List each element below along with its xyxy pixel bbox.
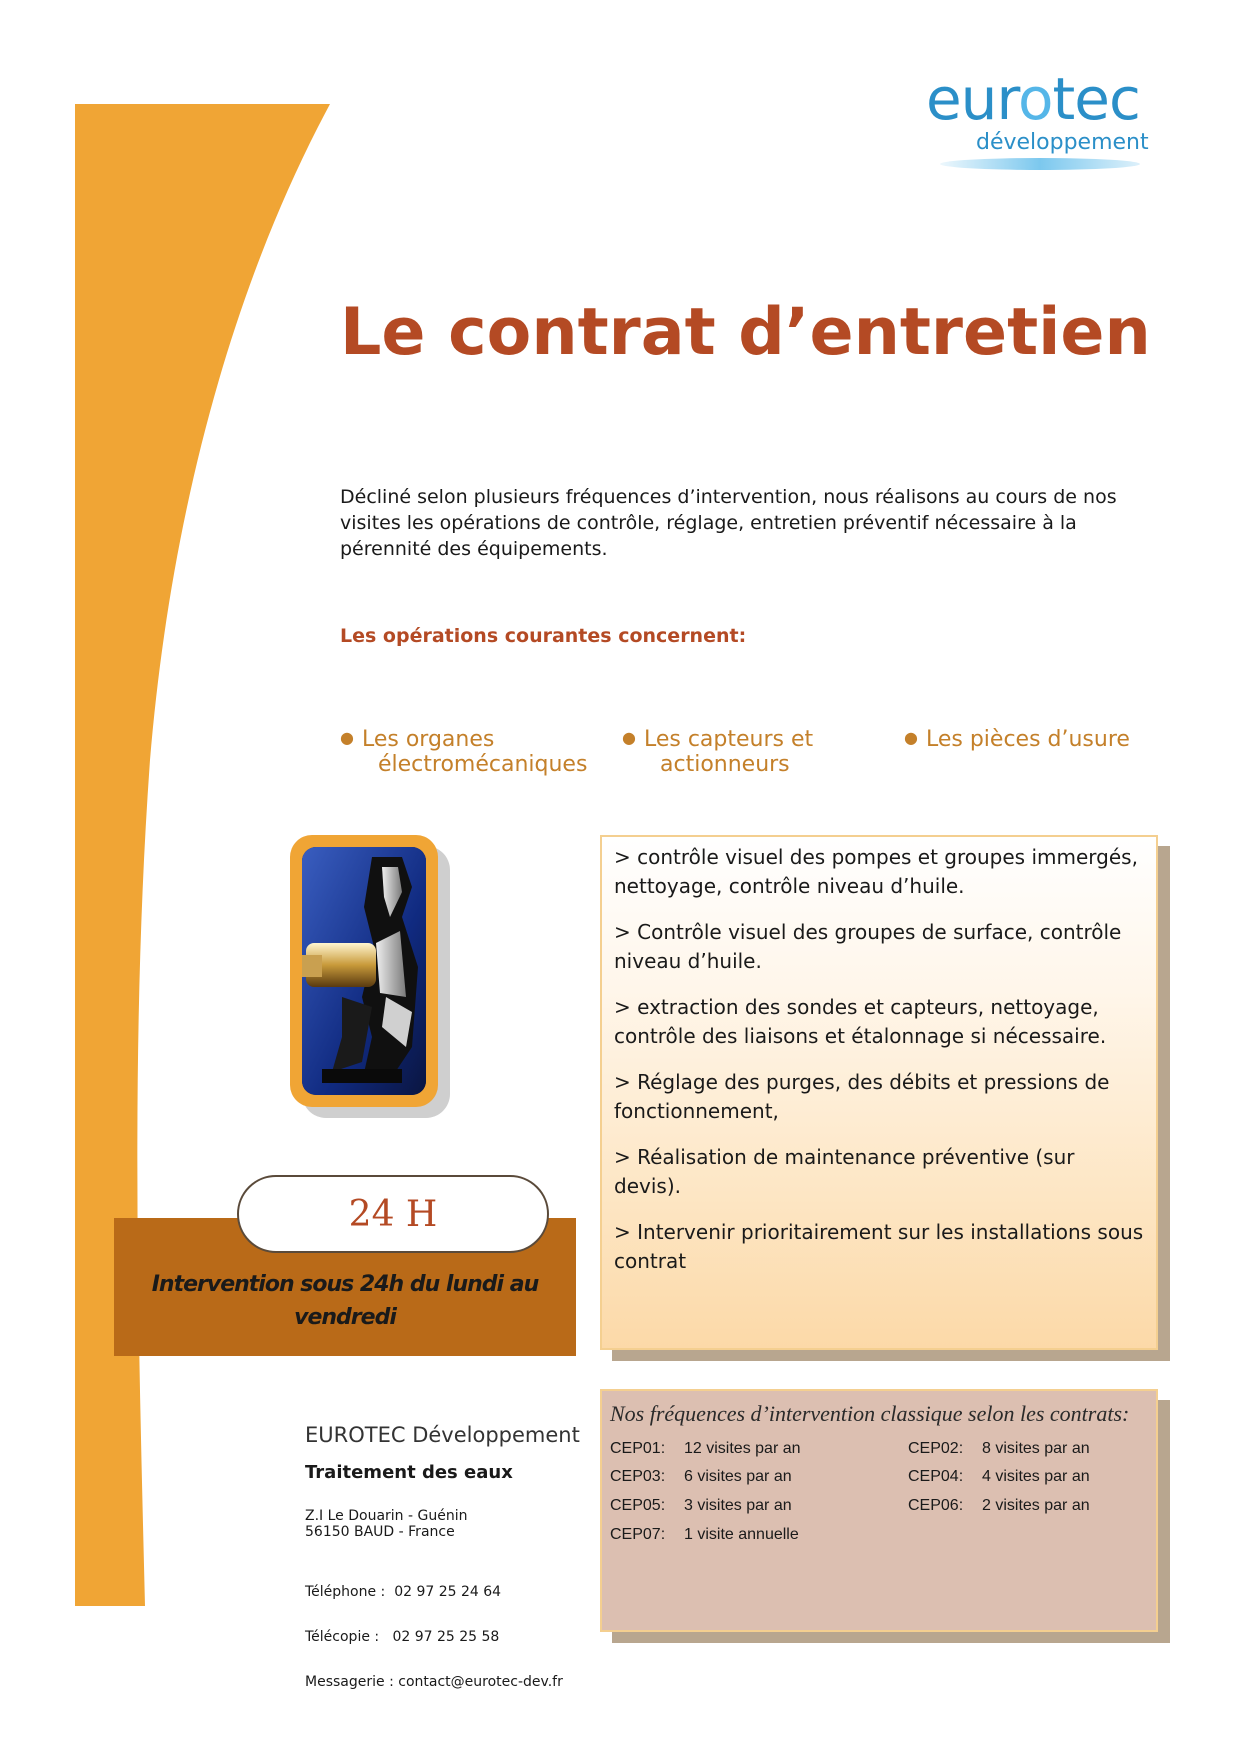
logo-wave-icon — [940, 158, 1140, 170]
phone-label: Téléphone : — [305, 1584, 386, 1600]
logo-subtitle: développement — [976, 130, 1149, 155]
operations-heading: Les opérations courantes concernent: — [340, 625, 747, 647]
fax-label: Télécopie : — [305, 1629, 380, 1645]
frequencies-table — [610, 1440, 1148, 1560]
phone-number: 02 97 25 24 64 — [394, 1584, 502, 1600]
contract-code: CEP05: — [610, 1497, 666, 1514]
contract-frequency: 6 visites par an — [684, 1468, 792, 1485]
phone-line — [305, 1585, 563, 1600]
operation-item: > contrôle visuel des pompes et groupes immergés, nettoyage, contrôle niveau d’huile. — [614, 845, 1138, 898]
operation-item: > Intervenir prioritairement sur les installations sous contrat — [614, 1220, 1144, 1273]
email-label: Messagerie : — [305, 1674, 394, 1690]
intro-paragraph: Décliné selon plusieurs fréquences d’intervention, nous réalisons au cours de nos visites les opérations de contrôle, réglage, entretien préventif nécessaire à la pérennité des équipements. — [340, 486, 1117, 560]
contract-frequency: 1 visite annuelle — [684, 1526, 799, 1543]
contract-code: CEP03: — [610, 1468, 666, 1485]
operation-item: > Réglage des purges, des débits et pressions de fonctionnement, — [614, 1070, 1110, 1123]
operation-item: > Contrôle visuel des groupes de surface, contrôle niveau d’huile. — [614, 920, 1122, 973]
contract-code: CEP02: — [908, 1440, 964, 1457]
contract-frequency: 4 visites par an — [982, 1468, 1090, 1485]
category-electromechanical: ● Les organes électromécaniques — [340, 727, 588, 777]
pump-photo-frame — [290, 835, 438, 1107]
contract-code: CEP04: — [908, 1468, 964, 1485]
operation-item: > extraction des sondes et capteurs, nettoyage, contrôle des liaisons et étalonnage si nécessaire. — [614, 995, 1107, 1048]
contract-frequency: 8 visites par an — [982, 1440, 1090, 1457]
frequencies-box — [600, 1389, 1158, 1632]
fax-line — [305, 1630, 563, 1645]
address-line: Z.I Le Douarin - Guénin — [305, 1508, 468, 1524]
eurotec-logo — [920, 65, 1160, 180]
category-sensors-actuators: ● Les capteurs et actionneurs — [622, 727, 814, 777]
address-line: 56150 BAUD - France — [305, 1524, 455, 1540]
bullet-icon: ● — [904, 728, 918, 747]
contract-code: CEP07: — [610, 1526, 666, 1543]
badge-24h: 24 H — [237, 1175, 549, 1253]
operation-item: > Réalisation de maintenance préventive (sur devis). — [614, 1145, 1075, 1198]
intervention-text: Intervention sous 24h du lundi au vendredi — [151, 1272, 539, 1330]
bullet-icon: ● — [622, 728, 636, 747]
bullet-icon: ● — [340, 728, 354, 747]
pump-motor-photo — [302, 847, 426, 1095]
logo-wordmark: eurotec — [926, 65, 1140, 133]
company-address — [305, 1508, 467, 1540]
contract-frequency: 3 visites par an — [684, 1497, 792, 1514]
category-wear-parts: ● Les pièces d’usure — [904, 727, 1130, 752]
page-title: Le contrat d’entretien — [340, 295, 1151, 370]
contract-code: CEP06: — [908, 1497, 964, 1514]
company-contact — [305, 1555, 563, 1705]
contract-code: CEP01: — [610, 1440, 666, 1457]
contract-frequency: 12 visites par an — [684, 1440, 801, 1457]
company-name: EUROTEC Développement — [305, 1423, 580, 1447]
email-link[interactable]: contact@eurotec-dev.fr — [398, 1674, 563, 1690]
email-line[interactable] — [305, 1675, 563, 1690]
contract-frequency: 2 visites par an — [982, 1497, 1090, 1514]
operations-box — [600, 835, 1158, 1350]
company-activity: Traitement des eaux — [305, 1462, 513, 1483]
frequencies-heading: Nos fréquences d’intervention classique selon les contrats: — [610, 1401, 1130, 1426]
fax-number: 02 97 25 25 58 — [392, 1629, 500, 1645]
